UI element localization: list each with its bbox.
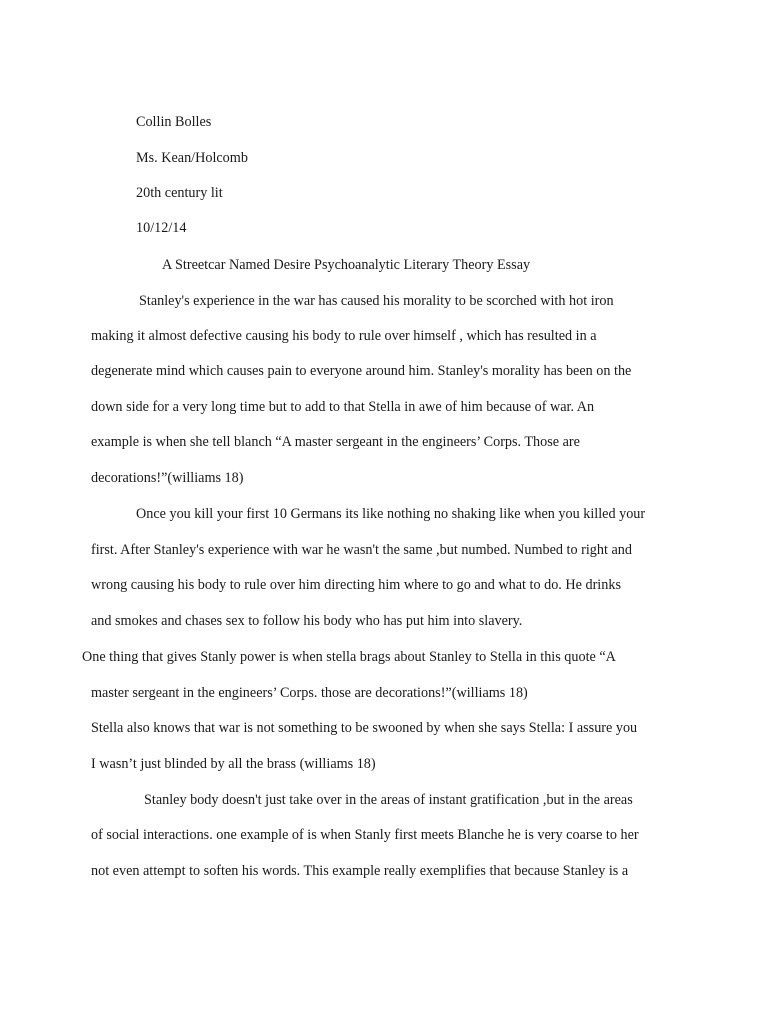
paragraph-line: One thing that gives Stanly power is when stella brags about Stanley to Stella in this quote “A	[82, 649, 616, 665]
paragraph-line: degenerate mind which causes pain to everyone around him. Stanley's morality has been on the	[91, 363, 632, 379]
essay-title: A Streetcar Named Desire Psychoanalytic Literary Theory Essay	[162, 257, 531, 273]
essay-date: 10/12/14	[136, 220, 187, 236]
paragraph-line: Stella also knows that war is not something to be swooned by when she says Stella: I assure you	[91, 720, 638, 736]
paragraph-line: of social interactions. one example of is when Stanly first meets Blanche he is very coarse to her	[91, 827, 639, 843]
paragraph-line: master sergeant in the engineers’ Corps. those are decorations!”(williams 18)	[91, 685, 528, 701]
paragraph-line: making it almost defective causing his body to rule over himself , which has resulted in a	[91, 328, 597, 344]
paragraph-line: Stanley body doesn't just take over in the areas of instant gratification ,but in the areas	[144, 792, 633, 808]
teacher-name: Ms. Kean/Holcomb	[136, 150, 248, 166]
paragraph-line: Stanley's experience in the war has caused his morality to be scorched with hot iron	[139, 293, 614, 309]
paragraph-line: I wasn’t just blinded by all the brass (williams 18)	[91, 756, 376, 772]
course-name: 20th century lit	[136, 185, 223, 201]
paragraph-line: wrong causing his body to rule over him directing him where to go and what to do. He drinks	[91, 577, 621, 593]
paragraph-line: down side for a very long time but to add to that Stella in awe of him because of war. An	[91, 399, 595, 415]
paragraph-line: example is when she tell blanch “A master sergeant in the engineers’ Corps. Those are	[91, 434, 580, 450]
paragraph-line: not even attempt to soften his words. This example really exemplifies that because Stanley is a	[91, 863, 629, 879]
paragraph-line: decorations!”(williams 18)	[91, 470, 244, 486]
paragraph-line: Once you kill your first 10 Germans its like nothing no shaking like when you killed your	[136, 506, 646, 522]
paragraph-line: first. After Stanley's experience with war he wasn't the same ,but numbed. Numbed to right and	[91, 542, 632, 558]
author-name: Collin Bolles	[136, 114, 212, 130]
paragraph-line: and smokes and chases sex to follow his body who has put him into slavery.	[91, 613, 523, 629]
